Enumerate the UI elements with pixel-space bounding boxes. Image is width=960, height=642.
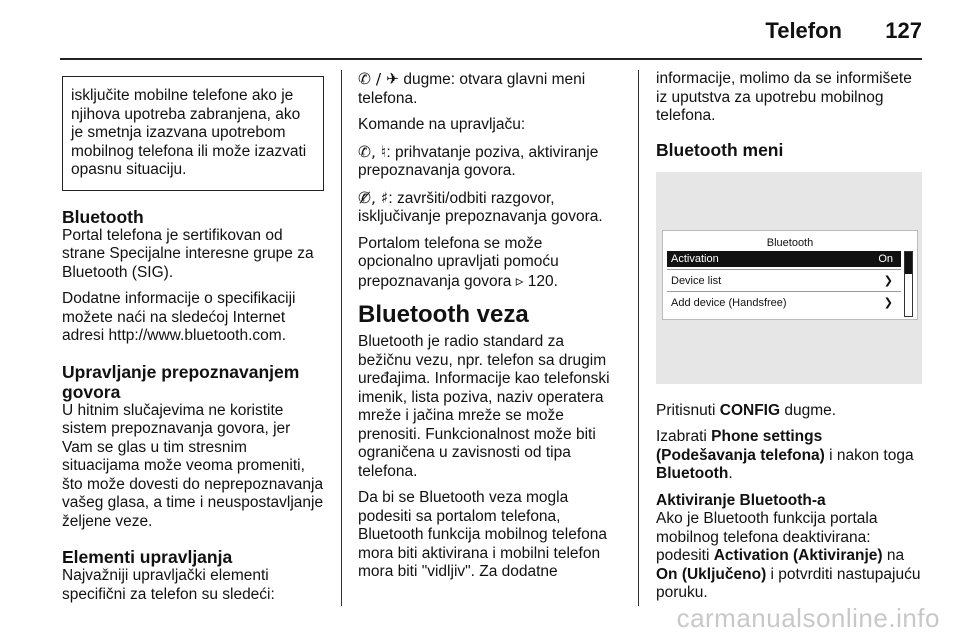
watermark: carmanualsonline.info bbox=[676, 603, 940, 633]
divider bbox=[667, 291, 901, 292]
lcd-title: Bluetooth bbox=[766, 236, 814, 249]
column-2 bbox=[358, 70, 620, 590]
scrollbar-thumb[interactable] bbox=[905, 252, 912, 274]
bluetooth-paragraph: Portal telefona je sertifikovan od strane Specijalne interesne grupe za Bluetooth (SIG). bbox=[62, 226, 314, 281]
page-number: 127 bbox=[885, 18, 922, 43]
paragraph: ✆, ♮: prihvatanje poziva, aktiviranje prepoznavanja govora. bbox=[358, 142, 599, 179]
voice-paragraph: U hitnim slučajevima ne koristite sistem prepoznavanja govora, jer Vam se glas u tim stresnim situacijama može veoma promeniti, što može dovesti do neprepoznavanja vašeg glasa, a time i neuspostavljanje željene veze. bbox=[62, 401, 324, 530]
paragraph: Komande na upravljaču: bbox=[358, 116, 526, 133]
paragraph: Ako je Bluetooth funkcija portala mobilnog telefona deaktivirana: podesiti Activation (Aktiviranje) na On (Uključeno) i potvrditi nastupajuću poruku. bbox=[656, 510, 921, 601]
column-3 bbox=[656, 70, 922, 611]
column-divider bbox=[638, 70, 639, 606]
page-header bbox=[0, 0, 960, 60]
answer-call-icon: ✆, ♮ bbox=[358, 142, 387, 161]
chevron-right-icon: ❯ bbox=[883, 273, 893, 287]
paragraph: Da bi se Bluetooth veza mogla podesiti sa portalom telefona, Bluetooth funkcija mobilnog telefona mora biti aktivirana i mobilni telefon mora biti "vidljiv". Za dodatne bbox=[358, 489, 608, 580]
bluetooth-paragraph: Dodatne informacije o specifikaciji možete naći na sledećoj Internet adresi http://www.bluetooth.com. bbox=[62, 290, 296, 344]
paragraph: Izabrati Phone settings (Podešavanja telefona) i nakon toga Bluetooth. bbox=[656, 428, 914, 482]
paragraph: ✆ / ✈ dugme: otvara glavni meni telefona. bbox=[358, 70, 586, 107]
paragraph: Pritisnuti CONFIG dugme. bbox=[656, 401, 837, 419]
bt-menu-heading: Bluetooth meni bbox=[656, 139, 784, 160]
column-1 bbox=[62, 70, 324, 612]
divider bbox=[667, 269, 901, 270]
paragraph: informacije, molimo da se informišete iz uputstva za upotrebu mobilnog telefona. bbox=[656, 70, 912, 124]
header-rule bbox=[60, 58, 922, 60]
bt-connection-heading: Bluetooth veza bbox=[358, 301, 529, 328]
page-ref-icon: ▹ bbox=[515, 271, 524, 290]
menu-item-activation[interactable]: Activation On bbox=[667, 251, 901, 267]
column-divider bbox=[341, 70, 342, 606]
paragraph: ✆̸, ♯: završiti/odbiti razgovor, isključivanje prepoznavanja govora. bbox=[358, 188, 603, 225]
controls-heading: Elementi upravljanja bbox=[62, 547, 233, 567]
menu-item-device-list[interactable]: Device list ❯ bbox=[671, 273, 893, 287]
voice-heading: Upravljanje prepoznavanjem govora bbox=[62, 361, 300, 402]
phone-button-icon: ✆ / ✈ bbox=[358, 70, 400, 88]
bluetooth-heading: Bluetooth bbox=[62, 206, 144, 227]
warning-box bbox=[62, 76, 324, 191]
controls-paragraph: Najvažniji upravljački elementi specifični za telefon su sledeći: bbox=[62, 567, 275, 603]
page-title: Telefon bbox=[765, 18, 842, 43]
menu-item-add-device[interactable]: Add device (Handsfree) ❯ bbox=[671, 295, 893, 309]
bluetooth-menu-screenshot bbox=[656, 172, 922, 384]
end-call-icon: ✆̸, ♯ bbox=[358, 188, 389, 207]
lcd-scrollbar[interactable] bbox=[904, 251, 913, 317]
lcd-display bbox=[662, 230, 918, 320]
paragraph: Portalom telefona se može opcionalno upravljati pomoću prepoznavanja govora ▹ 120. bbox=[358, 234, 559, 290]
activation-value: On bbox=[878, 252, 893, 265]
activation-heading: Aktiviranje Bluetooth-a bbox=[656, 491, 826, 509]
chevron-right-icon: ❯ bbox=[883, 295, 893, 309]
paragraph: Bluetooth je radio standard za bežičnu vezu, npr. telefon sa drugim uređajima. Informacije kao telefonski imenik, lista poziva, naziv operatera mreže i jačina mreže se može prenositi. Funkcionalnost može biti ograničena u zavisnosti od tipa telefona. bbox=[358, 333, 610, 480]
warning-text: isključite mobilne telefone ako je njihova upotreba zabranjena, ako je smetnja izazvana upotrebom mobilnog telefona ili može izazvati opasnu situaciju. bbox=[71, 87, 307, 178]
